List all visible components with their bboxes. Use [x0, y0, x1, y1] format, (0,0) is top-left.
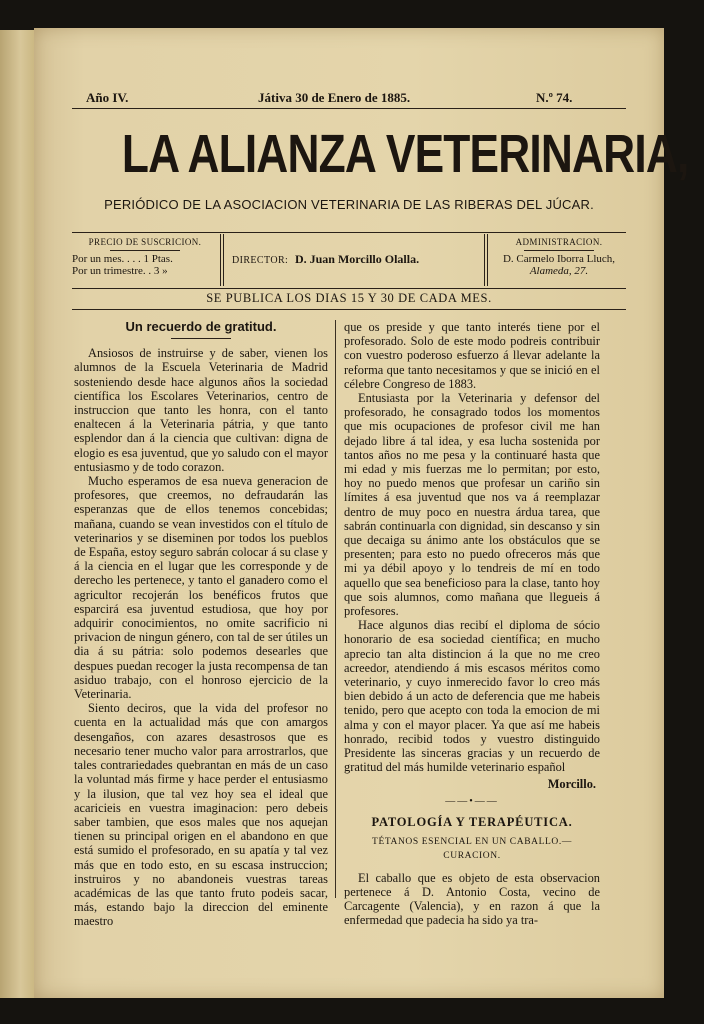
article-paragraph: Entusiasta por la Veterinaria y defensor del profesorado, he consagrado todos los momentos que mis ocupaciones de profesor civil me han dejado libre á tal idea, y esa lucha sostenida por tantos años no me pesa y la continuaré hasta que mi edad y mis fuerzas me lo permitan; por esto, hoy no puedo menos que profesar un cariño sin límites á esa juventud que nos va á reemplazar dentro de muy poco en nuestra árdua tarea, que sabrán continuarla con dignidad, sin descanso y sin que decaiga su ánimo ante los obstáculos que se presenten; para esto no puedo ofreceros más que mi ya débil apoyo y lo tendreis de mí en todo aquello que sea beneficioso para la clase, tanto hoy que sois alumnos, como mañana que llegueis á profesores. [344, 391, 600, 619]
section-paragraph: El caballo que es objeto de esta observacion pertenece á D. Antonio Costa, vecino de Carcagente (Valencia), y en razon á que la enfermedad que padecia ha sido ya tra- [344, 870, 600, 928]
newspaper-page [34, 28, 689, 998]
admin-address: Alameda, 27. [529, 265, 589, 277]
header-rule [72, 108, 626, 109]
publication-frequency: SE PUBLICA LOS DIAS 15 Y 30 DE CADA MES. [206, 291, 492, 305]
masthead-subtitle: PERIÓDICO DE LA ASOCIACION VETERINARIA DE LAS RIBERAS DEL JÚCAR. [104, 197, 594, 212]
director-name: D. Juan Morcillo Olalla. [294, 252, 420, 266]
administration-cell [492, 232, 626, 288]
admin-divider [524, 250, 594, 251]
book-spine-edge [0, 30, 35, 998]
price-title: PRECIO DE SUSCRICION. [88, 237, 202, 247]
price-cell [72, 232, 218, 288]
infobox-divider-left-2 [223, 234, 224, 286]
article-paragraph: Ansiosos de instruirse y de saber, vienen los alumnos de la Escuela Veterinaria de Madrid sosteniendo desde hace algunos años la sociedad científica los Escolares Veterinarios, centro de instruccion que tanto les honra, con el tanto enaltecen á la Veterinaria pátria, y que tanto esplendor dan á la ciencia que cultivan: digna de elogio es esa juventud, que yo saludo con el mayor entusiasmo y de todo corazon. [74, 346, 328, 474]
article-paragraph: que os preside y que tanto interés tiene por el profesorado. Solo de este modo podreis contribuir con vuestro poderoso esfuerzo á llevar adelante la reforma que tanto necesitamos y que se inició en el célebre Congreso de 1883. [344, 320, 600, 391]
column-divider [335, 320, 336, 898]
issue-dateline: Játiva 30 de Enero de 1885. [258, 90, 411, 105]
issue-number: N.º 74. [536, 90, 573, 105]
article-paragraph: Hace algunos dias recibí el diploma de sócio honorario de esa sociedad científica; en mucho aprecio tan alta distincion á la que no me creo acreedor, atendiendo á mis escasos méritos como veterinario, y cuyo inmerecido favor lo creo más bien debido á un acto de deferencia que me habeis tenido, pero que acepto con toda la emocion de mi alma y con el mayor placer. Ya que así me habeis honrado, recibid todos y vuestro distinguido Presidente las sinceras gracias y un recuerdo de gratitud del más humilde veterinario español [344, 618, 600, 775]
issue-header [72, 90, 626, 104]
article-paragraph: Siento deciros, que la vida del profesor no cuenta en la actualidad más que con amargos desengaños, con azares desastrosos que es necesario tener mucho valor para arrostrarlos, que tales contrariedades quebrantan en más de un caso la voluntad más firme y hace perder el entusiasmo y la ilusion, que tal vez hoy sea el ideal que acaricieis en vuestra imaginacion: pero debeis saber tambien, que esos males que nos aquejan tienen su principal origen en el abandono en que está sumido el profesorado, en su apatía y tal vez más que en todo esto, en su escasa instruccion; instruiros y no abandoneis vuestras tareas académicas de las que tanto fruto podeis sacar, más, estando bajo la direccion del eminente maestro [74, 701, 328, 929]
article-title-rule [171, 338, 231, 339]
infobox-divider-right-2 [487, 234, 488, 286]
section-title: PATOLOGÍA Y TERAPÉUTICA. [371, 814, 573, 829]
right-column [344, 320, 600, 927]
section-subtitle: TÉTANOS ESENCIAL EN UN CABALLO.—CURACION. [372, 837, 572, 862]
director-label: DIRECTOR: [232, 255, 289, 266]
article-signature: Morcillo. [547, 776, 596, 791]
admin-title: ADMINISTRACION. [515, 237, 603, 247]
article-title: Un recuerdo de gratitud. [125, 319, 277, 334]
subscription-info-box [72, 232, 626, 288]
price-quarter: Por un trimestre. . 3 » [72, 265, 168, 277]
price-divider [110, 250, 180, 251]
admin-name: D. Carmelo Iborra Lluch, [502, 253, 616, 265]
article-paragraph: Mucho esperamos de esa nueva generacion de profesores, que creemos, no defraudarán las esperanzas que de ellos tenemos concebidas; mañana, cuando se vean investidos con el título de veterinarios y se diseminen por todos los pueblos de España, estoy seguro sabrán colocar á su clase y á la ciencia en el lugar que les corresponde y de derecho les pertenece, y tanto el ganadero como el agricultor recojerán los benéficos frutos que esparcirá esa juventud estudiosa, que hoy por adquirir conocimientos, no omite sacrificio ni privacion de ningun género, con tal de ser útiles un dia á su pátria: solo podemos desearles que despues puedan recoger la justa recompensa de tan asiduo trabajo, con el honroso ejercicio de la Veterinaria. [74, 474, 328, 702]
publication-rule [72, 309, 626, 310]
infobox-divider-right [484, 234, 485, 286]
section-ornament: ——•—— [445, 795, 499, 807]
left-column [74, 320, 328, 929]
infobox-divider-left [220, 234, 221, 286]
price-month: Por un mes. . . . 1 Ptas. [72, 253, 173, 265]
issue-year: Año IV. [86, 90, 129, 105]
director-cell [232, 232, 482, 288]
infobox-bottom-rule [72, 288, 626, 289]
masthead-title: LA ALIANZA VETERINARIA, [121, 124, 689, 184]
